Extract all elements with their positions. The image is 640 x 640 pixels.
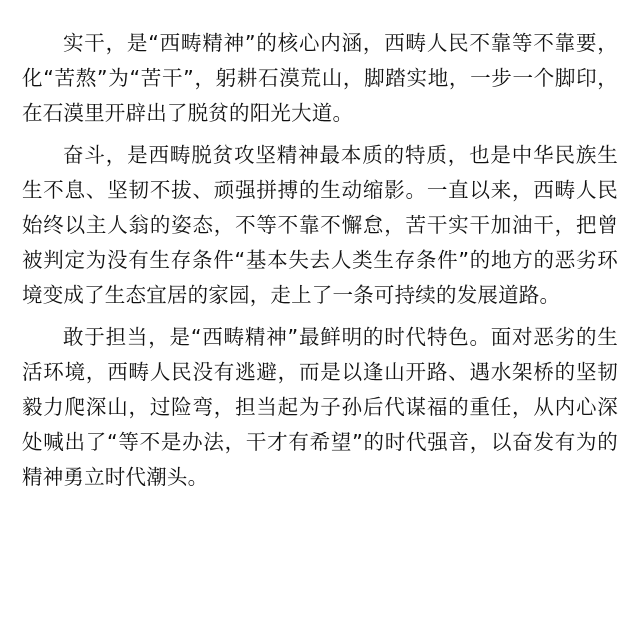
paragraph-fendou: 奋斗，是西畴脱贫攻坚精神最本质的特质，也是中华民族生生不息、坚韧不拔、顽强拼搏的生动缩影。一直以来，西畴人民始终以主人翁的姿态，不等不靠不懈怠，苦干实干加油干，把曾被判定为没有生存条件“基本失去人类生存条件”的地方的恶劣环境变成了生态宜居的家园，走上了一条可持续的发展道路。 <box>22 142 618 308</box>
paragraph-dandang: 敢于担当，是“西畴精神”最鲜明的时代特色。面对恶劣的生活环境，西畴人民没有逃避，而是以逢山开路、遇水架桥的坚韧毅力爬深山，过险弯，担当起为子孙后代谋福的重任，从内心深处喊出了“等不是办法，干才有希望”的时代强音，以奋发有为的精神勇立时代潮头。 <box>22 324 618 490</box>
paragraph-shigan: 实干，是“西畴精神”的核心内涵，西畴人民不靠等不靠要，化“苦熬”为“苦干”，躬耕石漠荒山，脚踏实地，一步一个脚印，在石漠里开辟出了脱贫的阳光大道。 <box>22 31 618 126</box>
